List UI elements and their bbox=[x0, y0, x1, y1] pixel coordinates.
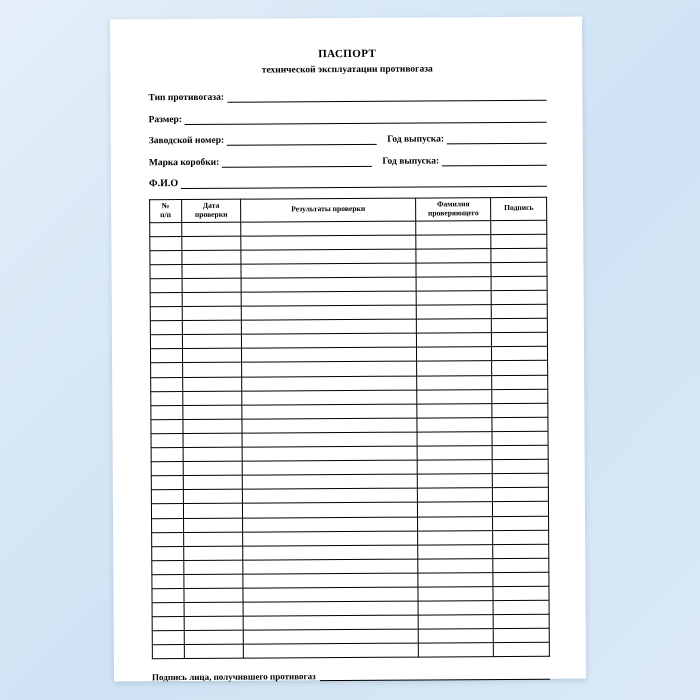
cell-number[interactable] bbox=[150, 236, 182, 250]
field-row-full-name bbox=[149, 175, 547, 189]
cell-signature[interactable] bbox=[491, 262, 547, 276]
cell-check-results[interactable] bbox=[242, 362, 417, 377]
cell-check-results[interactable] bbox=[243, 615, 418, 630]
cell-inspector-surname[interactable] bbox=[416, 248, 492, 263]
label-year-of-issue-1: Год выпуска: bbox=[387, 134, 445, 145]
cell-check-results[interactable] bbox=[241, 263, 416, 278]
cell-number[interactable] bbox=[151, 363, 183, 377]
inspection-log-table bbox=[149, 197, 550, 660]
cell-check-results[interactable] bbox=[243, 474, 418, 489]
cell-check-date[interactable] bbox=[181, 222, 241, 236]
cell-check-results[interactable] bbox=[243, 587, 418, 602]
cell-number[interactable] bbox=[150, 250, 182, 264]
cell-check-date[interactable] bbox=[182, 306, 242, 320]
input-filter-brand[interactable] bbox=[222, 154, 372, 167]
cell-inspector-surname[interactable] bbox=[418, 601, 494, 616]
cell-inspector-surname[interactable] bbox=[418, 544, 494, 559]
input-receiver-signature[interactable] bbox=[320, 669, 550, 681]
cell-inspector-surname[interactable] bbox=[418, 572, 494, 587]
cell-number[interactable] bbox=[150, 321, 182, 335]
cell-check-date[interactable] bbox=[184, 644, 244, 658]
cell-check-date[interactable] bbox=[184, 630, 244, 644]
document-sheet bbox=[110, 17, 586, 682]
cell-check-results[interactable] bbox=[242, 305, 417, 320]
cell-check-date[interactable] bbox=[183, 419, 243, 433]
cell-number[interactable] bbox=[150, 335, 182, 349]
cell-number[interactable] bbox=[151, 462, 183, 476]
cell-check-date[interactable] bbox=[182, 292, 242, 306]
footer-signature-row bbox=[152, 669, 550, 682]
cell-inspector-surname[interactable] bbox=[416, 220, 492, 235]
field-row-factory-number bbox=[149, 132, 547, 146]
column-header-inspector-surname-line2: проверяющего bbox=[427, 208, 479, 218]
cell-inspector-surname[interactable] bbox=[416, 277, 492, 292]
cell-check-results[interactable] bbox=[242, 446, 417, 461]
cell-number[interactable] bbox=[151, 405, 183, 419]
cell-check-results[interactable] bbox=[242, 376, 417, 391]
cell-signature[interactable] bbox=[491, 234, 547, 248]
cell-check-date[interactable] bbox=[182, 349, 242, 363]
cell-check-results[interactable] bbox=[242, 404, 417, 419]
column-header-check-date-line1: Дата bbox=[202, 200, 220, 210]
cell-signature[interactable] bbox=[493, 516, 549, 530]
cell-check-results[interactable] bbox=[243, 545, 418, 560]
cell-inspector-surname[interactable] bbox=[417, 502, 493, 517]
cell-number[interactable] bbox=[152, 617, 184, 631]
cell-check-results[interactable] bbox=[243, 517, 418, 532]
cell-signature[interactable] bbox=[492, 431, 548, 445]
cell-signature[interactable] bbox=[492, 333, 548, 347]
cell-signature[interactable] bbox=[492, 445, 548, 459]
cell-check-date[interactable] bbox=[183, 489, 243, 503]
cell-inspector-surname[interactable] bbox=[418, 629, 494, 644]
cell-check-results[interactable] bbox=[242, 460, 417, 475]
cell-check-date[interactable] bbox=[182, 334, 242, 348]
column-header-inspector-surname-line1: Фамилия bbox=[436, 199, 470, 209]
cell-inspector-surname[interactable] bbox=[417, 488, 493, 503]
field-row-filter-brand bbox=[149, 153, 547, 167]
cell-number[interactable] bbox=[152, 518, 184, 532]
column-header-check-date-line2: проверки bbox=[194, 209, 228, 219]
label-factory-number: Заводской номер: bbox=[148, 135, 225, 147]
cell-inspector-surname[interactable] bbox=[416, 333, 492, 348]
cell-check-date[interactable] bbox=[184, 588, 244, 602]
cell-check-date[interactable] bbox=[183, 447, 243, 461]
cell-check-results[interactable] bbox=[243, 559, 418, 574]
cell-check-results[interactable] bbox=[242, 333, 417, 348]
cell-signature[interactable] bbox=[493, 586, 549, 600]
cell-inspector-surname[interactable] bbox=[416, 262, 492, 277]
cell-check-results[interactable] bbox=[241, 291, 416, 306]
cell-check-results[interactable] bbox=[243, 502, 418, 517]
cell-inspector-surname[interactable] bbox=[416, 305, 492, 320]
cell-check-date[interactable] bbox=[183, 461, 243, 475]
input-gas-mask-type[interactable] bbox=[227, 89, 547, 103]
cell-check-date[interactable] bbox=[182, 320, 242, 334]
cell-inspector-surname[interactable] bbox=[416, 347, 492, 362]
cell-number[interactable] bbox=[152, 532, 184, 546]
cell-check-date[interactable] bbox=[184, 602, 244, 616]
cell-check-date[interactable] bbox=[182, 264, 242, 278]
cell-inspector-surname[interactable] bbox=[416, 234, 492, 249]
table-header bbox=[150, 197, 547, 222]
cell-check-results[interactable] bbox=[244, 643, 419, 658]
cell-inspector-surname[interactable] bbox=[417, 516, 493, 531]
column-header-inspector-surname bbox=[416, 198, 492, 221]
cell-inspector-surname[interactable] bbox=[416, 319, 492, 334]
column-header-check-results: Результаты проверки bbox=[241, 198, 416, 222]
cell-check-results[interactable] bbox=[242, 390, 417, 405]
field-row-gas-mask-type bbox=[148, 89, 546, 103]
cell-number[interactable] bbox=[151, 391, 183, 405]
cell-number[interactable] bbox=[150, 278, 182, 292]
document-title-block bbox=[148, 47, 546, 78]
field-row-size bbox=[149, 110, 547, 124]
cell-check-date[interactable] bbox=[183, 546, 243, 560]
cell-signature[interactable] bbox=[492, 403, 548, 417]
cell-check-results[interactable] bbox=[243, 573, 418, 588]
column-header-signature: Подпись bbox=[491, 197, 547, 220]
cell-check-results[interactable] bbox=[243, 488, 418, 503]
cell-check-results[interactable] bbox=[241, 277, 416, 292]
cell-number[interactable] bbox=[152, 645, 184, 659]
cell-inspector-surname[interactable] bbox=[417, 460, 493, 475]
cell-signature[interactable] bbox=[493, 502, 549, 516]
cell-number[interactable] bbox=[151, 377, 183, 391]
cell-inspector-surname[interactable] bbox=[417, 417, 493, 432]
label-size: Размер: bbox=[148, 114, 183, 125]
cell-signature[interactable] bbox=[492, 290, 548, 304]
input-full-name[interactable] bbox=[181, 175, 547, 189]
cell-inspector-surname[interactable] bbox=[417, 389, 493, 404]
cell-number[interactable] bbox=[151, 490, 183, 504]
cell-signature[interactable] bbox=[492, 318, 548, 332]
cell-signature[interactable] bbox=[494, 629, 550, 643]
label-receiver-signature: Подпись лица, получившего противогаз bbox=[151, 671, 316, 683]
cell-number[interactable] bbox=[151, 433, 183, 447]
label-filter-brand: Марка коробки: bbox=[148, 157, 220, 168]
cell-check-date[interactable] bbox=[182, 363, 242, 377]
cell-signature[interactable] bbox=[493, 488, 549, 502]
column-header-check-date bbox=[181, 199, 241, 222]
cell-check-results[interactable] bbox=[244, 629, 419, 644]
input-size[interactable] bbox=[185, 110, 547, 124]
input-factory-number[interactable] bbox=[227, 133, 377, 146]
cell-signature[interactable] bbox=[493, 572, 549, 586]
cell-check-results[interactable] bbox=[242, 347, 417, 362]
cell-check-results[interactable] bbox=[242, 319, 417, 334]
table-header-row bbox=[150, 197, 547, 222]
cell-number[interactable] bbox=[152, 546, 184, 560]
cell-check-date[interactable] bbox=[183, 518, 243, 532]
cell-inspector-surname[interactable] bbox=[418, 587, 494, 602]
cell-check-date[interactable] bbox=[182, 278, 242, 292]
cell-check-results[interactable] bbox=[243, 531, 418, 546]
cell-signature[interactable] bbox=[491, 220, 547, 234]
cell-check-results[interactable] bbox=[241, 235, 416, 250]
cell-check-date[interactable] bbox=[182, 377, 242, 391]
cell-signature[interactable] bbox=[493, 459, 549, 473]
cell-check-results[interactable] bbox=[241, 249, 416, 264]
cell-check-date[interactable] bbox=[183, 391, 243, 405]
label-gas-mask-type: Тип противогаза: bbox=[148, 92, 225, 104]
cell-check-results[interactable] bbox=[242, 432, 417, 447]
column-header-number bbox=[150, 200, 182, 223]
cell-number[interactable] bbox=[151, 448, 183, 462]
cell-check-date[interactable] bbox=[182, 236, 242, 250]
cell-signature[interactable] bbox=[492, 417, 548, 431]
cell-number[interactable] bbox=[151, 419, 183, 433]
cell-inspector-surname[interactable] bbox=[417, 474, 493, 489]
document-content bbox=[148, 47, 550, 683]
input-year-of-issue-2[interactable] bbox=[442, 153, 547, 166]
cell-check-date[interactable] bbox=[183, 405, 243, 419]
cell-inspector-surname[interactable] bbox=[417, 361, 493, 376]
cell-signature[interactable] bbox=[492, 304, 548, 318]
cell-signature[interactable] bbox=[493, 544, 549, 558]
cell-inspector-surname[interactable] bbox=[418, 558, 494, 573]
cell-number[interactable] bbox=[150, 222, 182, 236]
cell-check-results[interactable] bbox=[243, 601, 418, 616]
cell-signature[interactable] bbox=[492, 347, 548, 361]
cell-number[interactable] bbox=[152, 574, 184, 588]
cell-number[interactable] bbox=[150, 293, 182, 307]
cell-check-date[interactable] bbox=[184, 560, 244, 574]
label-year-of-issue-2: Год выпуска: bbox=[382, 156, 440, 167]
cell-check-date[interactable] bbox=[184, 616, 244, 630]
input-year-of-issue-1[interactable] bbox=[447, 132, 547, 145]
cell-number[interactable] bbox=[151, 476, 183, 490]
cell-number[interactable] bbox=[151, 504, 183, 518]
cell-signature[interactable] bbox=[493, 473, 549, 487]
cell-inspector-surname[interactable] bbox=[417, 403, 493, 418]
page-subtitle: технической эксплуатации противогаза bbox=[261, 64, 433, 76]
column-header-number-line1: № bbox=[161, 201, 170, 211]
cell-number[interactable] bbox=[150, 349, 182, 363]
cell-inspector-surname[interactable] bbox=[418, 643, 494, 658]
cell-number[interactable] bbox=[152, 603, 184, 617]
cell-signature[interactable] bbox=[493, 530, 549, 544]
cell-check-results[interactable] bbox=[242, 418, 417, 433]
cell-inspector-surname[interactable] bbox=[417, 375, 493, 390]
cell-inspector-surname[interactable] bbox=[417, 446, 493, 461]
cell-check-date[interactable] bbox=[183, 532, 243, 546]
cell-number[interactable] bbox=[152, 631, 184, 645]
cell-signature[interactable] bbox=[492, 389, 548, 403]
cell-signature[interactable] bbox=[491, 276, 547, 290]
cell-signature[interactable] bbox=[494, 643, 550, 657]
cell-inspector-surname[interactable] bbox=[418, 615, 494, 630]
cell-check-date[interactable] bbox=[182, 250, 242, 264]
cell-inspector-surname[interactable] bbox=[417, 432, 493, 447]
column-header-number-line2: п/п bbox=[160, 209, 172, 219]
cell-inspector-surname[interactable] bbox=[416, 291, 492, 306]
cell-signature[interactable] bbox=[492, 375, 548, 389]
table-row bbox=[152, 643, 549, 660]
cell-number[interactable] bbox=[150, 264, 182, 278]
cell-check-date[interactable] bbox=[184, 574, 244, 588]
cell-signature[interactable] bbox=[491, 248, 547, 262]
page-title: ПАСПОРТ bbox=[318, 47, 377, 61]
cell-number[interactable] bbox=[152, 588, 184, 602]
cell-signature[interactable] bbox=[492, 361, 548, 375]
table-body bbox=[150, 220, 550, 659]
label-full-name: Ф.И.О bbox=[148, 178, 179, 190]
cell-number[interactable] bbox=[152, 560, 184, 574]
cell-check-date[interactable] bbox=[183, 475, 243, 489]
cell-number[interactable] bbox=[150, 307, 182, 321]
cell-signature[interactable] bbox=[494, 614, 550, 628]
cell-check-date[interactable] bbox=[183, 504, 243, 518]
cell-check-date[interactable] bbox=[183, 433, 243, 447]
cell-inspector-surname[interactable] bbox=[418, 530, 494, 545]
cell-signature[interactable] bbox=[493, 600, 549, 614]
cell-signature[interactable] bbox=[493, 558, 549, 572]
cell-check-results[interactable] bbox=[241, 221, 416, 236]
